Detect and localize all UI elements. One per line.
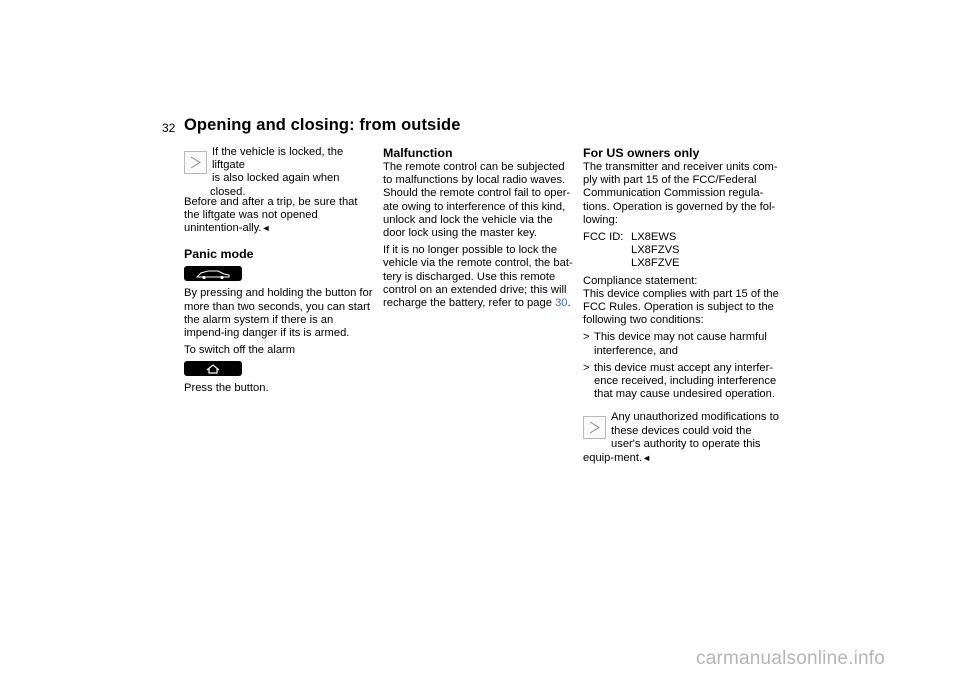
para-end: . [567,297,571,310]
fcc-id-item: LX8EWS [631,231,677,244]
note-text: user's authority to operate this equip-ment. [583,438,761,464]
page-number: 32 [162,121,176,135]
column-right [583,146,779,469]
bullet-text: This device may not cause harmful interference, and [594,331,767,357]
watermark: carmanualsonline.info [696,648,886,669]
warning-note-icon [583,416,606,439]
compliance-text: This device complies with part 15 of the FCC Rules. Operation is subject to the following two conditions: [583,287,779,327]
fcc-id-item: LX8FZVS [631,244,680,257]
warning-note-icon [184,151,207,174]
malfunction-para-2 [383,244,575,310]
note-line-2: is also locked again when closed. [210,172,340,198]
column-middle [383,146,575,314]
bullet-arrow-icon: > [583,361,590,374]
fcc-intro: The transmitter and receiver units com-ply with part 15 of the FCC/Federal Communication Commission regula-tions. Operation is governed by the fol-lowing: [583,161,778,226]
malfunction-para-2-text: If it is no longer possible to lock the vehicle via the remote control, the bat-tery is discharged. Use this remote control on an extended drive; this will recharge the battery, refer to page [383,244,573,310]
press-button-text: Press the button. [184,382,269,395]
list-item [583,362,779,402]
page-ref-link[interactable]: 30 [555,297,568,310]
malfunction-heading: Malfunction [383,146,453,160]
note-liftgate [184,146,374,235]
note-text: Before and after a trip, be sure that the liftgate was not opened unintention-ally. [184,195,358,235]
fcc-id-label: FCC ID: [583,231,624,244]
column-left [184,146,374,400]
page-title: Opening and closing: from outside [184,116,461,134]
list-item [583,331,779,357]
note-line-2: these devices could void the [611,424,752,437]
us-owners-heading: For US owners only [583,146,700,160]
fcc-id-block [583,231,779,271]
panic-mode-text: By pressing and holding the button for more than two seconds, you can start the alarm system if there is an impend-ing danger if its is armed. [184,287,373,340]
bullet-arrow-icon: > [583,331,590,344]
note-line-1: If the vehicle is locked, the liftgate [212,146,344,172]
malfunction-para-1: The remote control can be subjected to malfunctions by local radio waves. Should the remote control fail to oper-ate owing to interference of this kind, unlock and lock the vehicle via the door lock using the master key. [383,161,571,240]
end-mark-icon: ◄ [642,452,652,463]
end-mark-icon: ◄ [261,223,271,234]
panic-car-button-icon [184,266,242,281]
note-line-1: Any unauthorized modifications to [611,411,779,424]
switch-off-text: To switch off the alarm [184,344,296,357]
panic-mode-heading: Panic mode [184,247,254,262]
compliance-label: Compliance statement: [583,274,698,287]
alarm-off-button-icon [184,361,242,376]
note-modifications [583,411,779,464]
fcc-id-item: LX8FZVE [631,257,680,270]
bullet-text: this device must accept any interfer-ence received, including interference that may cause undesired operation. [594,361,777,401]
